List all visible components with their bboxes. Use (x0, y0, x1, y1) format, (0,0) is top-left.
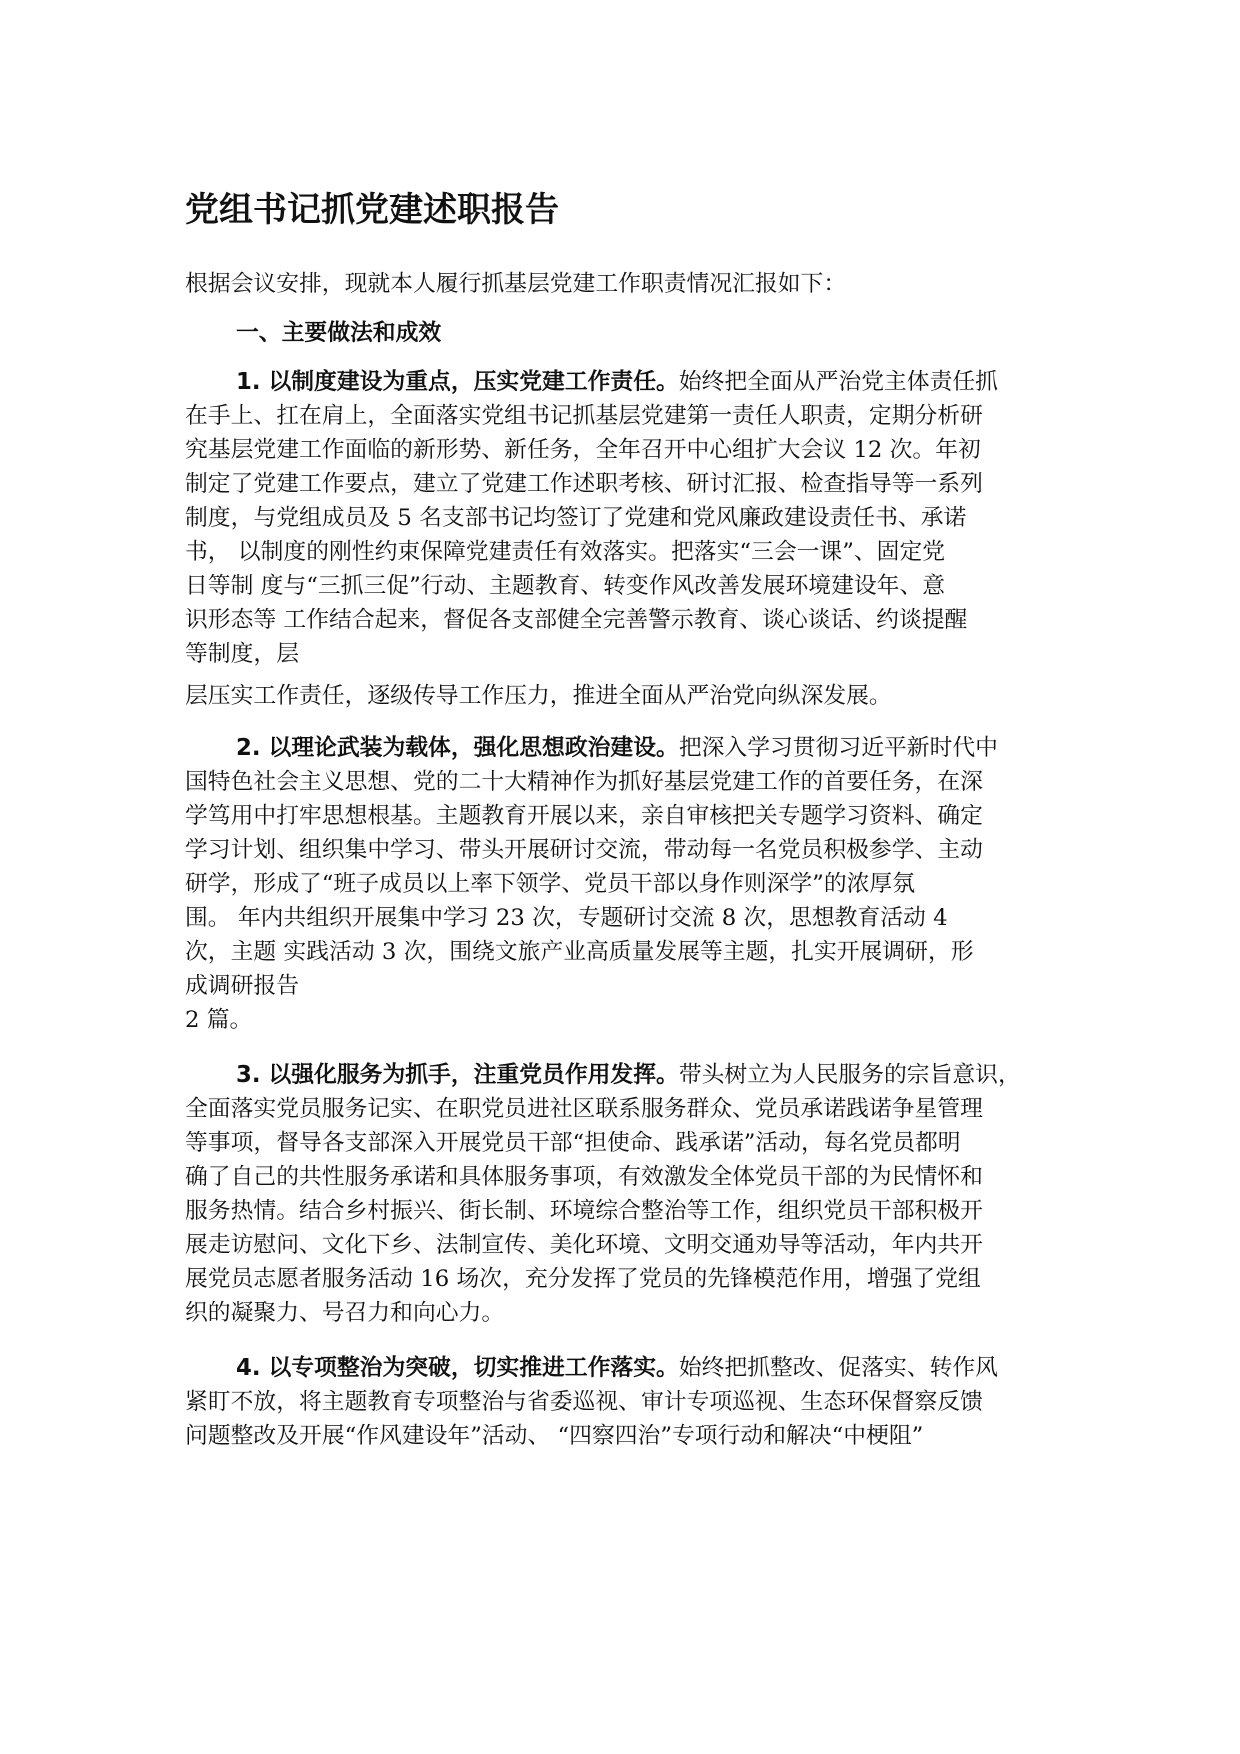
paragraph-1-line: 识形态等 工作结合起来，督促各支部健全完善警示教育、谈心谈话、约谈提醒 (185, 607, 968, 633)
paragraph-4-lead: 4. 以专项整治为突破，切实推进工作落实。 (236, 1355, 679, 1381)
paragraph-3-lead: 3. 以强化服务为抓手，注重党员作用发挥。 (236, 1062, 679, 1088)
paragraph-1-line: 1. 以制度建设为重点，压实党建工作责任。始终把全面从严治党主体责任抓 (236, 369, 998, 395)
section-heading: 一、主要做法和成效 (236, 320, 442, 346)
paragraph-2-line: 次，主题 实践活动 3 次，围绕文旅产业高质量发展等主题，扎实开展调研，形 (185, 939, 974, 965)
paragraph-1-line: 书， 以制度的刚性约束保障党建责任有效落实。把落实“三会一课”、固定党 (185, 539, 946, 565)
paragraph-4-line: 4. 以专项整治为突破，切实推进工作落实。始终把抓整改、促落实、转作风 (236, 1355, 998, 1381)
paragraph-3-line: 展走访慰问、文化下乡、法制宣传、美化环境、文明交通劝导等活动，年内共开 (185, 1232, 983, 1258)
paragraph-2-line: 学笃用中打牢思想根基。主题教育开展以来，亲自审核把关专题学习资料、确定 (185, 803, 983, 829)
paragraph-2-line: 成调研报告 (185, 973, 299, 999)
paragraph-3-line: 服务热情。结合乡村振兴、街长制、环境综合整治等工作，组织党员干部积极开 (185, 1198, 983, 1224)
paragraph-1-line: 究基层党建工作面临的新形势、新任务，全年召开中心组扩大会议 12 次。年初 (185, 437, 981, 463)
paragraph-2-line: 2. 以理论武装为载体，强化思想政治建设。把深入学习贯彻习近平新时代中 (236, 735, 998, 761)
page-title: 党组书记抓党建述职报告 (185, 190, 559, 230)
paragraph-3-line: 织的凝聚力、号召力和向心力。 (185, 1300, 505, 1326)
paragraph-2-line: 围。 年内共组织开展集中学习 23 次，专题研讨交流 8 次，思想教育活动 4 (185, 905, 948, 931)
paragraph-2-lead: 2. 以理论武装为载体，强化思想政治建设。 (236, 735, 679, 761)
paragraph-3-line: 展党员志愿者服务活动 16 场次，充分发挥了党员的先锋模范作用，增强了党组 (185, 1266, 981, 1292)
paragraph-3-line: 等事项，督导各支部深入开展党员干部“担使命、践承诺”活动，每名党员都明 (185, 1130, 961, 1156)
paragraph-2-line: 研学，形成了“班子成员以上率下领学、党员干部以身作则深学”的浓厚氛 (185, 871, 916, 897)
paragraph-1-lead: 1. 以制度建设为重点，压实党建工作责任。 (236, 369, 679, 395)
paragraph-4-line: 紧盯不放，将主题教育专项整治与省委巡视、审计专项巡视、生态环保督察反馈 (185, 1389, 983, 1415)
paragraph-1-line: 制定了党建工作要点，建立了党建工作述职考核、研讨汇报、检查指导等一系列 (185, 471, 983, 497)
paragraph-1-line: 在手上、扛在肩上，全面落实党组书记抓基层党建第一责任人职责，定期分析研 (185, 403, 983, 429)
paragraph-2-line: 国特色社会主义思想、党的二十大精神作为抓好基层党建工作的首要任务，在深 (185, 769, 983, 795)
paragraph-1-line: 制度，与党组成员及 5 名支部书记均签订了党建和党风廉政建设责任书、承诺 (185, 505, 967, 531)
paragraph-1-line: 等制度，层 (185, 641, 299, 667)
paragraph-3-line: 全面落实党员服务记实、在职党员进社区联系服务群众、党员承诺践诺争星管理 (185, 1096, 983, 1122)
paragraph-1-line: 层压实工作责任，逐级传导工作压力，推进全面从严治党向纵深发展。 (185, 683, 892, 709)
paragraph-2-line: 学习计划、组织集中学习、带头开展研讨交流，带动每一名党员积极参学、主动 (185, 837, 983, 863)
paragraph-3-line: 确了自己的共性服务承诺和具体服务事项，有效激发全体党员干部的为民情怀和 (185, 1164, 983, 1190)
paragraph-4-line: 问题整改及开展“作风建设年”活动、 “四察四治”专项行动和解决“中梗阻” (185, 1423, 924, 1449)
paragraph-2-line: 2 篇。 (185, 1007, 253, 1033)
paragraph-1-line: 日等制 度与“三抓三促”行动、主题教育、转变作风改善发展环境建设年、意 (185, 573, 946, 599)
paragraph-3-line: 3. 以强化服务为抓手，注重党员作用发挥。带头树立为人民服务的宗旨意识， (236, 1062, 1021, 1088)
intro-paragraph: 根据会议安排，现就本人履行抓基层党建工作职责情况汇报如下： (185, 271, 847, 297)
